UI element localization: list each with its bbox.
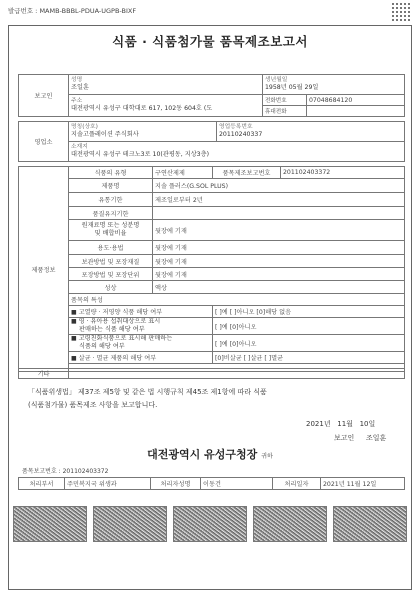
security-pattern-5: [333, 506, 407, 542]
authority-name: 대전광역시 유성구청장: [147, 448, 258, 461]
feature-question-1-options: [ ]예 [ ]아니오 [0]해당 없음: [213, 306, 405, 318]
product-name-label: 제품명: [69, 179, 153, 193]
processing-staff-value: 이동건: [201, 478, 273, 490]
product-ingredients-label-2: 및 배합비율: [94, 230, 127, 237]
product-packing-value: 뒷장에 기재: [153, 268, 405, 281]
authority-line: [0, 446, 420, 462]
feature-question-3: [69, 335, 213, 352]
document-title: 식품 · 식품첨가물 품목제조보고서: [112, 34, 308, 49]
feature-question-3-line1: ■ 고령친화식품으로 표시해 판매하는: [71, 335, 173, 342]
product-table: [18, 166, 405, 372]
product-ingredients-label: 원재료명 또는 성분명: [81, 222, 140, 229]
business-name-value: 지솔고플레이션 주식회사: [71, 131, 139, 138]
reporter-birth-label: 생년월일: [265, 77, 288, 83]
product-expiry-label: 유통기한: [69, 193, 153, 207]
bullet-square-icon: ■: [71, 309, 77, 316]
business-name-label: 명칭(상호): [71, 124, 98, 130]
feature-question-1-text: 고열량 · 저영양 식품 해당 여부: [78, 309, 163, 316]
bottom-report-number: 품목보고번호 : 201102403372: [22, 468, 109, 475]
business-reg-cell: [217, 122, 405, 142]
business-location-cell: [69, 142, 405, 162]
reporter-mobile-value: [307, 106, 405, 117]
reporter-birth-value: 1958년 05월 29일: [265, 84, 319, 91]
feature-question-4-options: [0]비살균 [ ]살균 [ ]멸균: [213, 352, 405, 364]
product-report-no-value: 201102403372: [281, 167, 405, 179]
processing-date-value: 2021년 11월 12일: [321, 478, 405, 490]
processing-staff-label: 처리자성명: [151, 478, 201, 490]
feature-question-4-text: 살균 · 멸균 제품의 해당 여부: [78, 355, 157, 362]
qr-code-icon: [392, 3, 412, 23]
bullet-square-icon: ■: [71, 318, 77, 325]
business-location-value: 대전광역시 유성구 테크노3로 10(관평동, 지상3층): [71, 151, 209, 158]
reporter-phone-label: 전화번호: [263, 95, 307, 106]
bullet-square-icon: ■: [71, 335, 77, 342]
product-section-label: 제품정보: [19, 167, 69, 372]
feature-question-4: [69, 352, 213, 364]
product-usage-label: 용도·용법: [69, 241, 153, 255]
reporter-address-cell: [69, 95, 263, 117]
other-label: 기타: [19, 369, 69, 379]
product-packing-label: 포장방법 및 포장단위: [69, 268, 153, 281]
processing-date-label: 처리일자: [273, 478, 321, 490]
security-pattern-1: [13, 506, 87, 542]
feature-question-2: [69, 318, 213, 335]
product-features-label: 품목의 특성: [69, 294, 405, 306]
reporter-address-label: 주소: [71, 98, 83, 104]
document-number: 발급번호 : MAMB-BBBL-PDUA-UGPB-BIXF: [8, 7, 137, 15]
feature-question-3-options: [ ]예 [0]아니오: [213, 335, 405, 352]
processing-table: [18, 477, 405, 490]
product-usage-value: 뒷장에 기재: [153, 241, 405, 255]
reporter-name-cell: [69, 75, 263, 95]
statement-line-1: 「식품위생법」 제37조 제5항 및 같은 법 시행규칙 제45조 제1항에 따라 식품: [28, 388, 267, 396]
business-section-label: 영업소: [19, 122, 69, 162]
product-name-value: 지솔 플러스(G.SOL PLUS): [153, 179, 405, 193]
reporter-phone-value: 07048684120: [307, 95, 405, 106]
security-pattern-4: [253, 506, 327, 542]
business-table: [18, 121, 405, 162]
product-storage-value: 뒷장에 기재: [153, 255, 405, 268]
product-type-label: 식품의 유형: [69, 167, 153, 179]
product-expiry-value: 제조일로부터 2년: [153, 193, 405, 207]
security-pattern-3: [173, 506, 247, 542]
processing-dept-value: 주민복지국 위생과: [65, 478, 151, 490]
security-pattern-2: [93, 506, 167, 542]
business-reg-value: 20110240337: [219, 131, 263, 138]
product-report-no-label: 품목제조보고번호: [213, 167, 281, 179]
feature-question-2-line1: ■ 영 · 유아용 섭취대상으로 표시: [71, 318, 161, 325]
statement-line-2: (식품첨가물) 품목제조 사항을 보고합니다.: [28, 401, 158, 409]
business-reg-label: 영업등록번호: [219, 124, 253, 130]
reporter-section-label: 보고인: [19, 75, 69, 117]
feature-question-3-line2: 식품의 해당 여부: [79, 343, 125, 350]
reporter-birth-cell: [263, 75, 405, 95]
product-ingredients-value: 뒷장에 기재: [153, 220, 405, 241]
business-location-label: 소재지: [71, 144, 88, 150]
reporter-mobile-label: 휴대전화: [263, 106, 307, 117]
reporter-table: [18, 74, 405, 117]
reporter-address-value: 대전광역시 유성구 대학대로 617, 102동 604호 (도: [71, 105, 213, 112]
processing-dept-label: 처리부서: [19, 478, 65, 490]
feature-question-2-line2: 판매하는 식품 해당 여부: [79, 326, 145, 333]
feature-question-1: [69, 306, 213, 318]
authority-suffix: 귀하: [261, 453, 273, 460]
bullet-square-icon: ■: [71, 355, 77, 362]
product-shape-label: 성상: [69, 281, 153, 294]
report-date: 2021년 11월 10일: [306, 420, 376, 428]
reporter-name-value: 조일훈: [71, 84, 89, 91]
other-value: [69, 369, 405, 379]
product-shape-value: 액상: [153, 281, 405, 294]
product-storage-label: 보관방법 및 포장재질: [69, 255, 153, 268]
product-retention-value: [153, 207, 405, 220]
other-table: [18, 368, 405, 379]
product-ingredients-label-cell: [69, 220, 153, 241]
product-retention-label: 품질유지기한: [69, 207, 153, 220]
signer-name: 조일훈: [366, 434, 387, 442]
product-type-value: 구연산제제: [153, 167, 213, 179]
signer-label: 보고인: [334, 434, 355, 442]
feature-question-2-options: [ ]예 [0]아니오: [213, 318, 405, 335]
business-name-cell: [69, 122, 217, 142]
reporter-name-label: 성명: [71, 77, 83, 83]
